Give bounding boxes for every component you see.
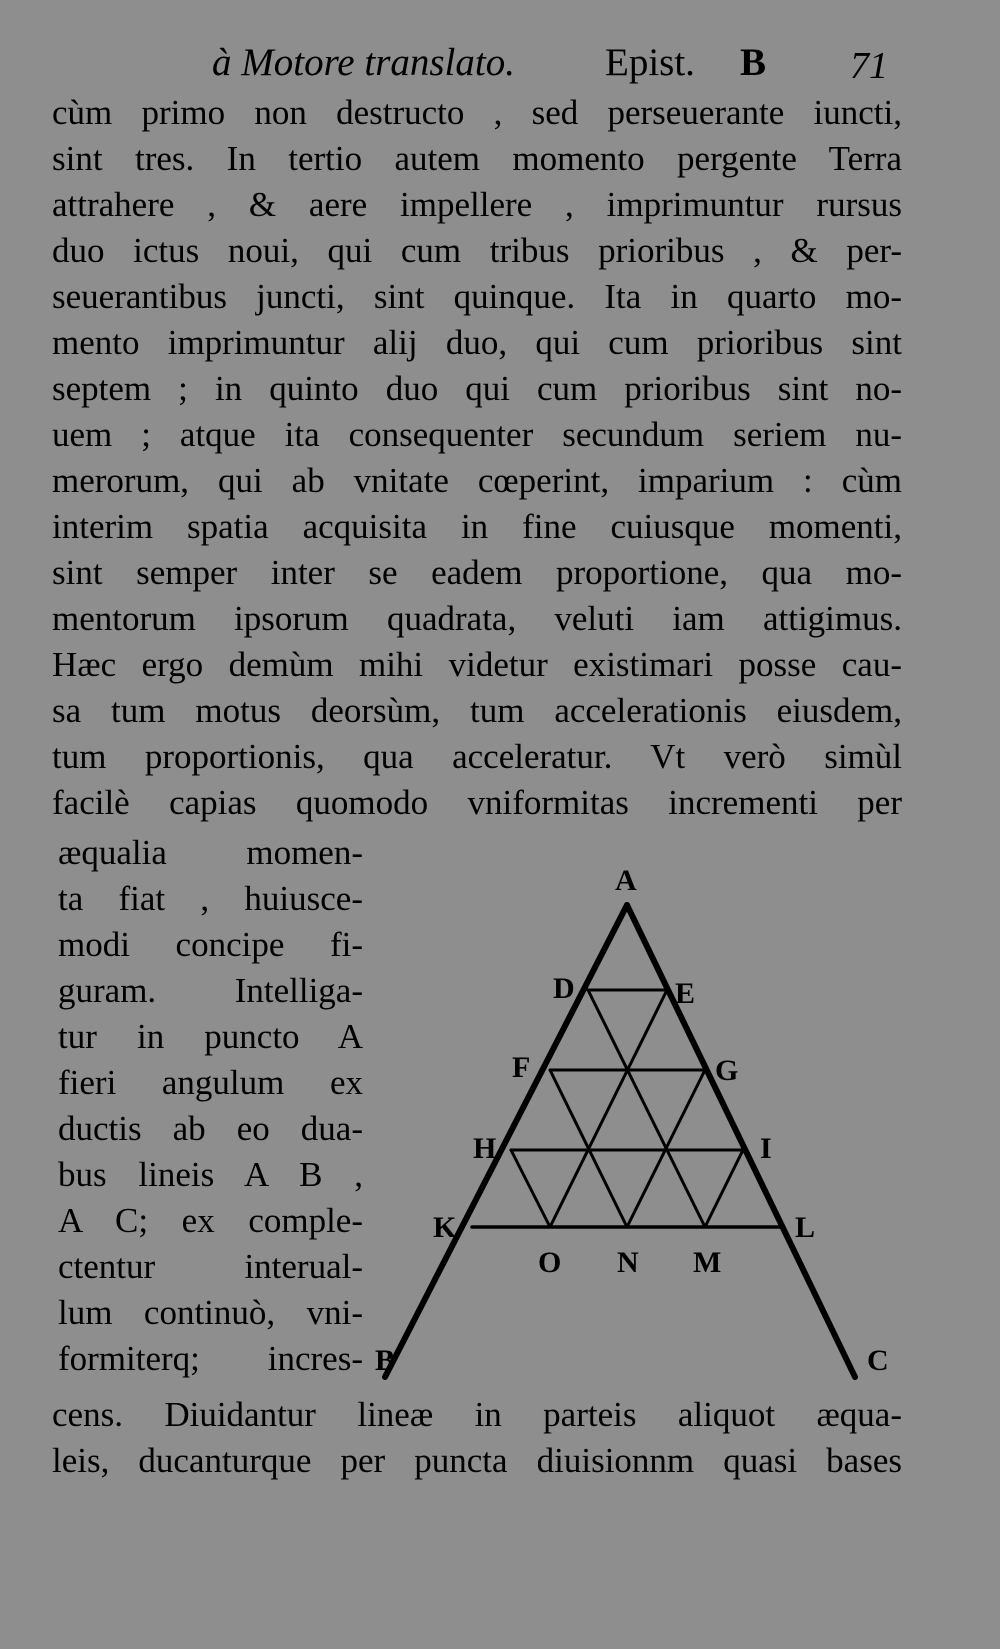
side-text-line: fieri angulum ex <box>58 1063 363 1102</box>
label-n: N <box>617 1246 639 1279</box>
signature-mark: B <box>740 41 767 84</box>
text-line: septem ; in quinto duo qui cum prioribus sint no- <box>52 369 902 408</box>
text-line: cùm primo non destructo , sed perseuerante iuncti, <box>52 93 902 132</box>
side-text-line: modi concipe fi- <box>58 925 363 964</box>
label-g: G <box>715 1054 739 1087</box>
epistle-label: Epist. <box>605 41 695 84</box>
text-line: leis, ducanturque per puncta diuisionnm quasi bases <box>52 1441 902 1480</box>
side-text-line: æqualia momen- <box>58 833 363 872</box>
text-line: sint semper inter se eadem proportione, qua mo- <box>52 553 902 592</box>
line-ab <box>385 905 627 1377</box>
label-h: H <box>473 1132 497 1165</box>
side-text-line: lum continuò, vni- <box>58 1293 363 1332</box>
text-line: tum proportionis, qua acceleratur. Vt verò simùl <box>52 737 902 776</box>
text-line: seuerantibus juncti, sint quinque. Ita in quarto mo- <box>52 277 902 316</box>
text-line: attrahere , & aere impellere , imprimuntur rursus <box>52 185 902 224</box>
label-i: I <box>760 1132 772 1165</box>
text-line: uem ; atque ita consequenter secundum seriem nu- <box>52 415 902 454</box>
label-l: L <box>795 1211 816 1244</box>
side-text-line: ctentur interual- <box>58 1247 363 1286</box>
text-line: cens. Diuidantur lineæ in parteis aliquot æqua- <box>52 1395 902 1434</box>
text-line: mento imprimuntur alij duo, qui cum prioribus sint <box>52 323 902 362</box>
page-header <box>0 40 1000 90</box>
label-k: K <box>433 1211 457 1244</box>
text-line: interim spatia acquisita in fine cuiusque momenti, <box>52 507 902 546</box>
text-line: Hæc ergo demùm mihi videtur existimari posse cau- <box>52 645 902 684</box>
text-line: duo ictus noui, qui cum tribus prioribus , & per- <box>52 231 902 270</box>
text-line: merorum, qui ab vnitate cœperint, imparium : cùm <box>52 461 902 500</box>
label-c: C <box>867 1344 889 1377</box>
side-text-line: A C; ex comple- <box>58 1201 363 1240</box>
label-d: D <box>553 972 575 1005</box>
text-line: sint tres. In tertio autem momento pergente Terra <box>52 139 902 178</box>
label-e: E <box>675 977 696 1010</box>
side-text-line: ductis ab eo dua- <box>58 1109 363 1148</box>
text-line: facilè capias quomodo vniformitas incrementi per <box>52 783 902 822</box>
triangle-figure <box>375 865 935 1385</box>
side-text-line: ta fiat , huiusce- <box>58 879 363 918</box>
triangle-diagram <box>375 865 935 1385</box>
label-m: M <box>693 1246 722 1279</box>
side-text-line: guram. Intelliga- <box>58 971 363 1010</box>
label-b: B <box>375 1344 396 1377</box>
label-a: A <box>615 865 637 897</box>
page-number: 71 <box>850 45 888 87</box>
side-text-line: bus lineis A B , <box>58 1155 363 1194</box>
label-o: O <box>538 1246 562 1279</box>
label-f: F <box>512 1051 531 1084</box>
text-line: sa tum motus deorsùm, tum accelerationis eiusdem, <box>52 691 902 730</box>
text-line: mentorum ipsorum quadrata, veluti iam attigimus. <box>52 599 902 638</box>
side-text-line: formiterq; incres- <box>58 1339 363 1378</box>
side-text-line: tur in puncto A <box>58 1017 363 1056</box>
running-title: à Motore translato. <box>212 41 515 84</box>
